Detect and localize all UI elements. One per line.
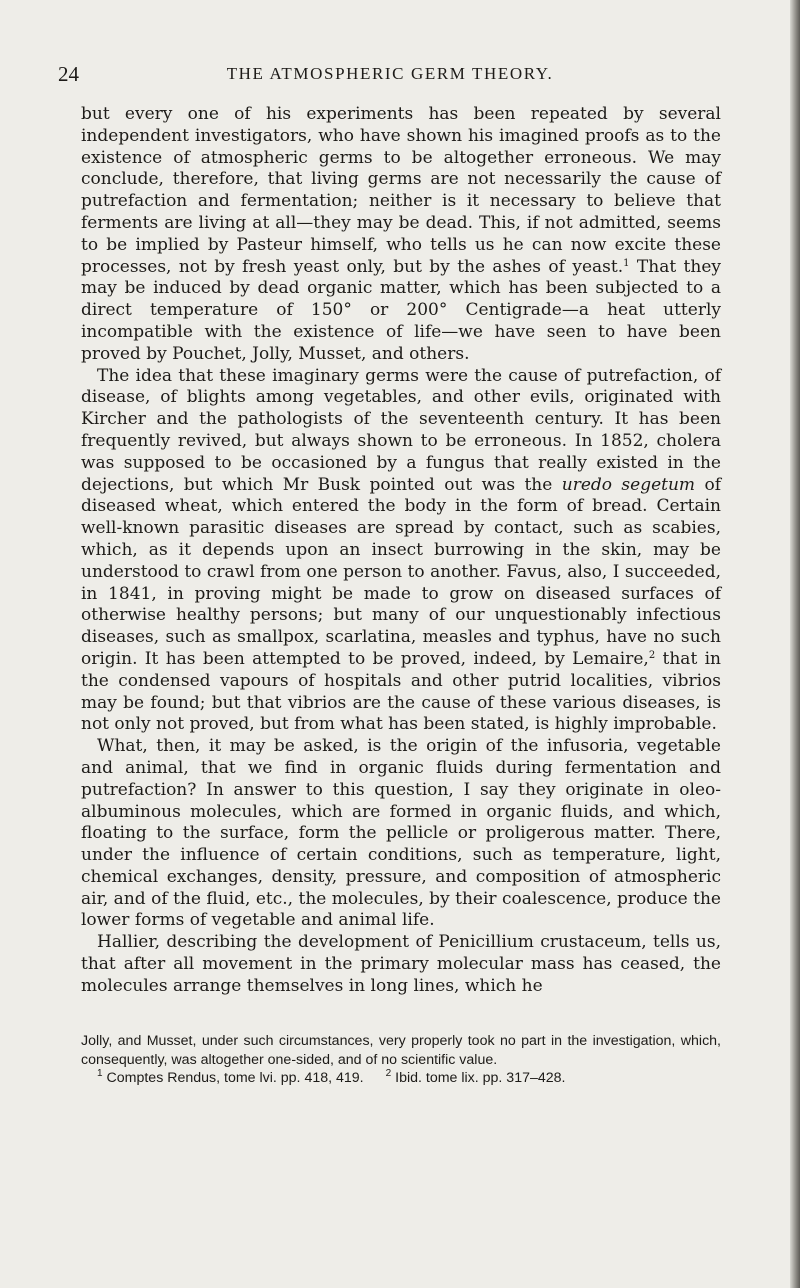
page-number: 24: [58, 62, 79, 86]
paragraph-1-text-a: but every one of his experiments has been repeated by several independent investigators, who have shown his imagined proofs as to the existence of atmospheric germs to be altogether erroneous. We may conclude, therefore, that living germs are not necessarily the cause of putrefaction and fermentation; neither is it necessary to believe that ferments are living at all—they may be dead. This, if not admitted, seems to be implied by Pasteur himself, who tells us he can now excite these processes, not by fresh yeast only, but by the ashes of yeast.: [81, 104, 721, 277]
paragraph-3: [81, 736, 721, 932]
footnote-1-text: Comptes Rendus, tome lvi. pp. 418, 419.: [106, 1070, 364, 1086]
footnote-2-text: Ibid. tome lix. pp. 317–428.: [395, 1070, 566, 1086]
paragraph-1: [81, 104, 721, 366]
footnote-ref-2: 2: [648, 649, 656, 661]
footnote-ref-1: 1: [623, 257, 630, 269]
paragraph-1-text-b: That they may be induced by dead organic matter, which has been subjected to a direct temperature of 150° or 200° Centigrade—a heat utterly incompatible with the existence of life—we have seen to have been proved by Pouchet, Jolly, Musset, and others.: [81, 256, 721, 364]
body-text: [81, 104, 721, 998]
running-title: THE ATMOSPHERIC GERM THEORY.: [226, 64, 554, 83]
paragraph-2-text-a: The idea that these imaginary germs were the cause of putrefaction, of disease, of blights among vegetables, and other evils, originated with Kircher and the pathologists of the seventeenth century. It has been frequently revived, but always shown to be erroneous. In 1852, cholera was supposed to be occasioned by a fungus that really existed in the dejections, but which Mr Busk pointed out was the: [81, 365, 721, 495]
footnote-1-marker: 1: [97, 1068, 103, 1079]
paragraph-2-italic-term: uredo segetum: [561, 474, 696, 495]
paragraph-3-text: What, then, it may be asked, is the origin of the infusoria, vegetable and animal, that we find in organic fluids during fermentation and putrefaction? In answer to this question, I say they originate in oleo-albuminous molecules, which are formed in organic fluids, and which, floating to the surface, form the pellicle or proligerous matter. There, under the influence of certain conditions, such as temperature, light, chemical exchanges, density, pressure, and composition of atmospheric air, and of the fluid, etc., the molecules, by their coalescence, produce the lower forms of vegetable and animal life.: [81, 736, 721, 931]
footnote-2-marker: 2: [385, 1068, 392, 1079]
paragraph-2-text-b: of diseased wheat, which entered the body in the form of bread. Certain well-known parasitic diseases are spread by contact, such as scabies, which, as it depends upon an insect burrowing in the skin, may be understood to crawl from one person to another. Favus, also, I succeeded, in 1841, in proving might be made to grow on diseased surfaces of otherwise healthy persons; but many of our unquestionably infectious diseases, such as smallpox, scarlatina, measles and typhus, have no such origin. It has been attempted to be proved, indeed, by Lemaire,: [81, 474, 722, 669]
footnote-line: [81, 1069, 721, 1088]
paragraph-4-text: Hallier, describing the development of Penicillium crustaceum, tells us, that after all movement in the primary molecular mass has ceased, the molecules arrange themselves in long lines, which he: [81, 932, 721, 996]
paragraph-2-text-c: that in the condensed vapours of hospitals and other putrid localities, vibrios may be found; but that vibrios are the cause of these various diseases, is not only not proved, but from what has been stated, is highly improbable.: [81, 648, 721, 735]
footnote-continuation: Jolly, and Musset, under such circumstances, very properly took no part in the investigation, which, consequently, was altogether one-sided, and of no scientific value.: [81, 1033, 721, 1068]
paragraph-4: [81, 932, 721, 997]
page-edge-shadow: [790, 0, 800, 1288]
footnotes: [81, 1032, 721, 1088]
paragraph-2: [81, 366, 721, 737]
page-header: [58, 62, 722, 92]
